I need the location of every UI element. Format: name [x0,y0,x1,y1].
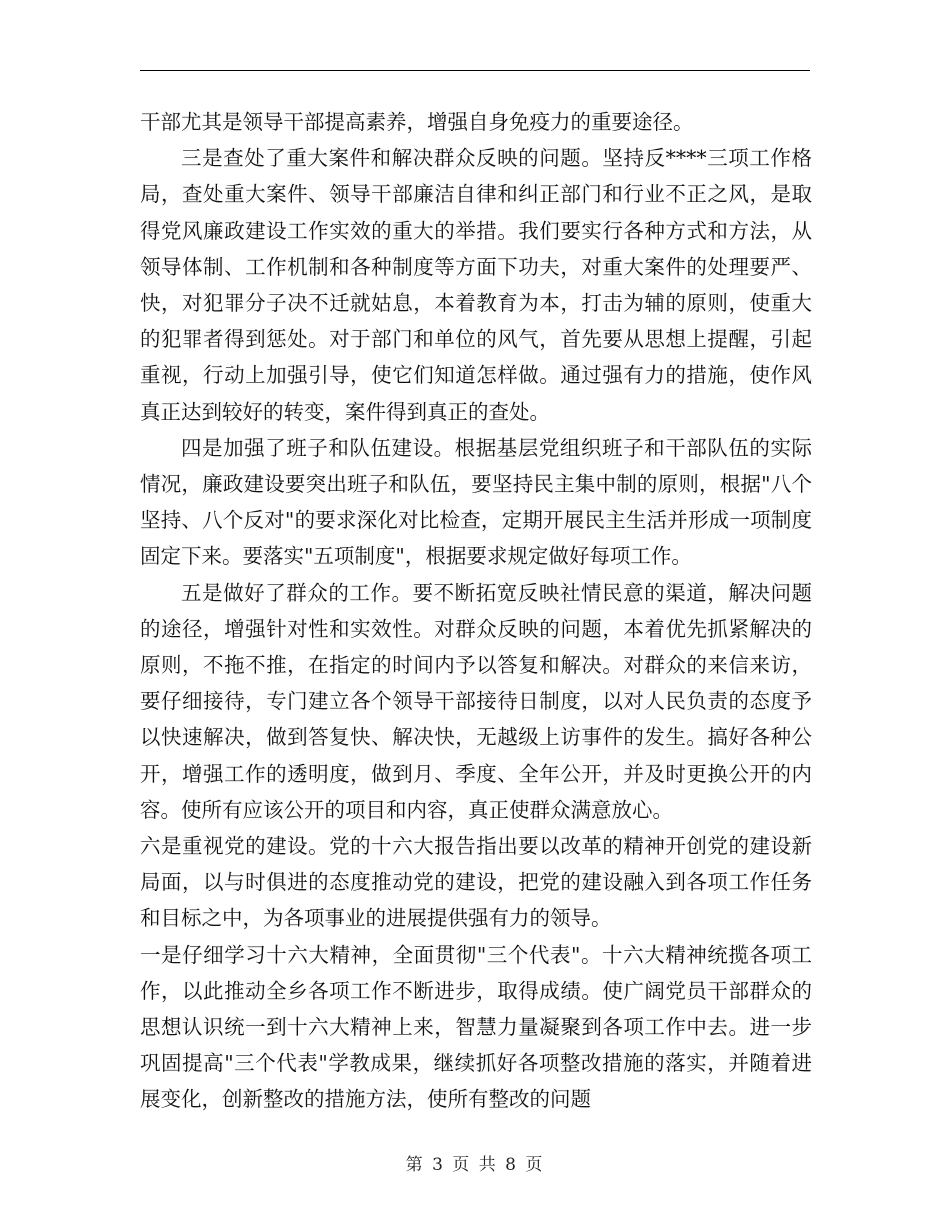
paragraph-item-six: 六是重视党的建设。党的十六大报告指出要以改革的精神开创党的建设新局面，以与时俱进的态度推动党的建设，把党的建设融入到各项工作任务和目标之中，为各项事业的进展提供强有力的领导。 [140,834,812,931]
document-body [140,104,812,1118]
header-rule [140,70,810,71]
paragraph-subitem-one: 一是仔细学习十六大精神，全面贯彻"三个代表"。十六大精神统揽各项工作，以此推动全乡各项工作不断进步，取得成绩。使广阔党员干部群众的思想认识统一到十六大精神上来，智慧力量凝聚到各项工作中去。进一步巩固提高"三个代表"学教成果，继续抓好各项整改措施的落实，并随着进展变化，创新整改的措施方法，使所有整改的问题 [140,942,812,1112]
paragraph-item-five: 五是做好了群众的工作。要不断拓宽反映社情民意的渠道，解决问题的途径，增强针对性和实效性。对群众反映的问题，本着优先抓紧解决的原则，不拖不推，在指定的时间内予以答复和解决。对群众的来信来访，要仔细接待，专门建立各个领导干部接待日制度，以对人民负责的态度予以快速解决，做到答复快、解决快，无越级上访事件的发生。搞好各种公开，增强工作的透明度，做到月、季度、全年公开，并及时更换公开的内容。使所有应该公开的项目和内容，真正使群众满意放心。 [140,580,812,822]
page-number-footer: 第 3 页 共 8 页 [405,1155,545,1175]
paragraph-item-four: 四是加强了班子和队伍建设。根据基层党组织班子和干部队伍的实际情况，廉政建设要突出班子和队伍，要坚持民主集中制的原则，根据"八个坚持、八个反对"的要求深化对比检查，定期开展民主生活并形成一项制度固定下来。要落实"五项制度"，根据要求规定做好每项工作。 [140,435,812,569]
paragraph-item-three: 三是查处了重大案件和解决群众反映的问题。坚持反****三项工作格局，查处重大案件、领导干部廉洁自律和纠正部门和行业不正之风，是取得党风廉政建设工作实效的重大的举措。我们要实行各种方式和方法，从领导体制、工作机制和各种制度等方面下功夫，对重大案件的处理要严、快，对犯罪分子决不迁就姑息，本着教育为本，打击为辅的原则，使重大的犯罪者得到惩处。对于部门和单位的风气，首先要从思想上提醒，引起重视，行动上加强引导，使它们知道怎样做。通过强有力的措施，使作风真正达到较好的转变，案件得到真正的查处。 [140,146,812,424]
paragraph-continuation: 干部尤其是领导干部提高素养，增强自身免疫力的重要途径。 [140,110,694,134]
